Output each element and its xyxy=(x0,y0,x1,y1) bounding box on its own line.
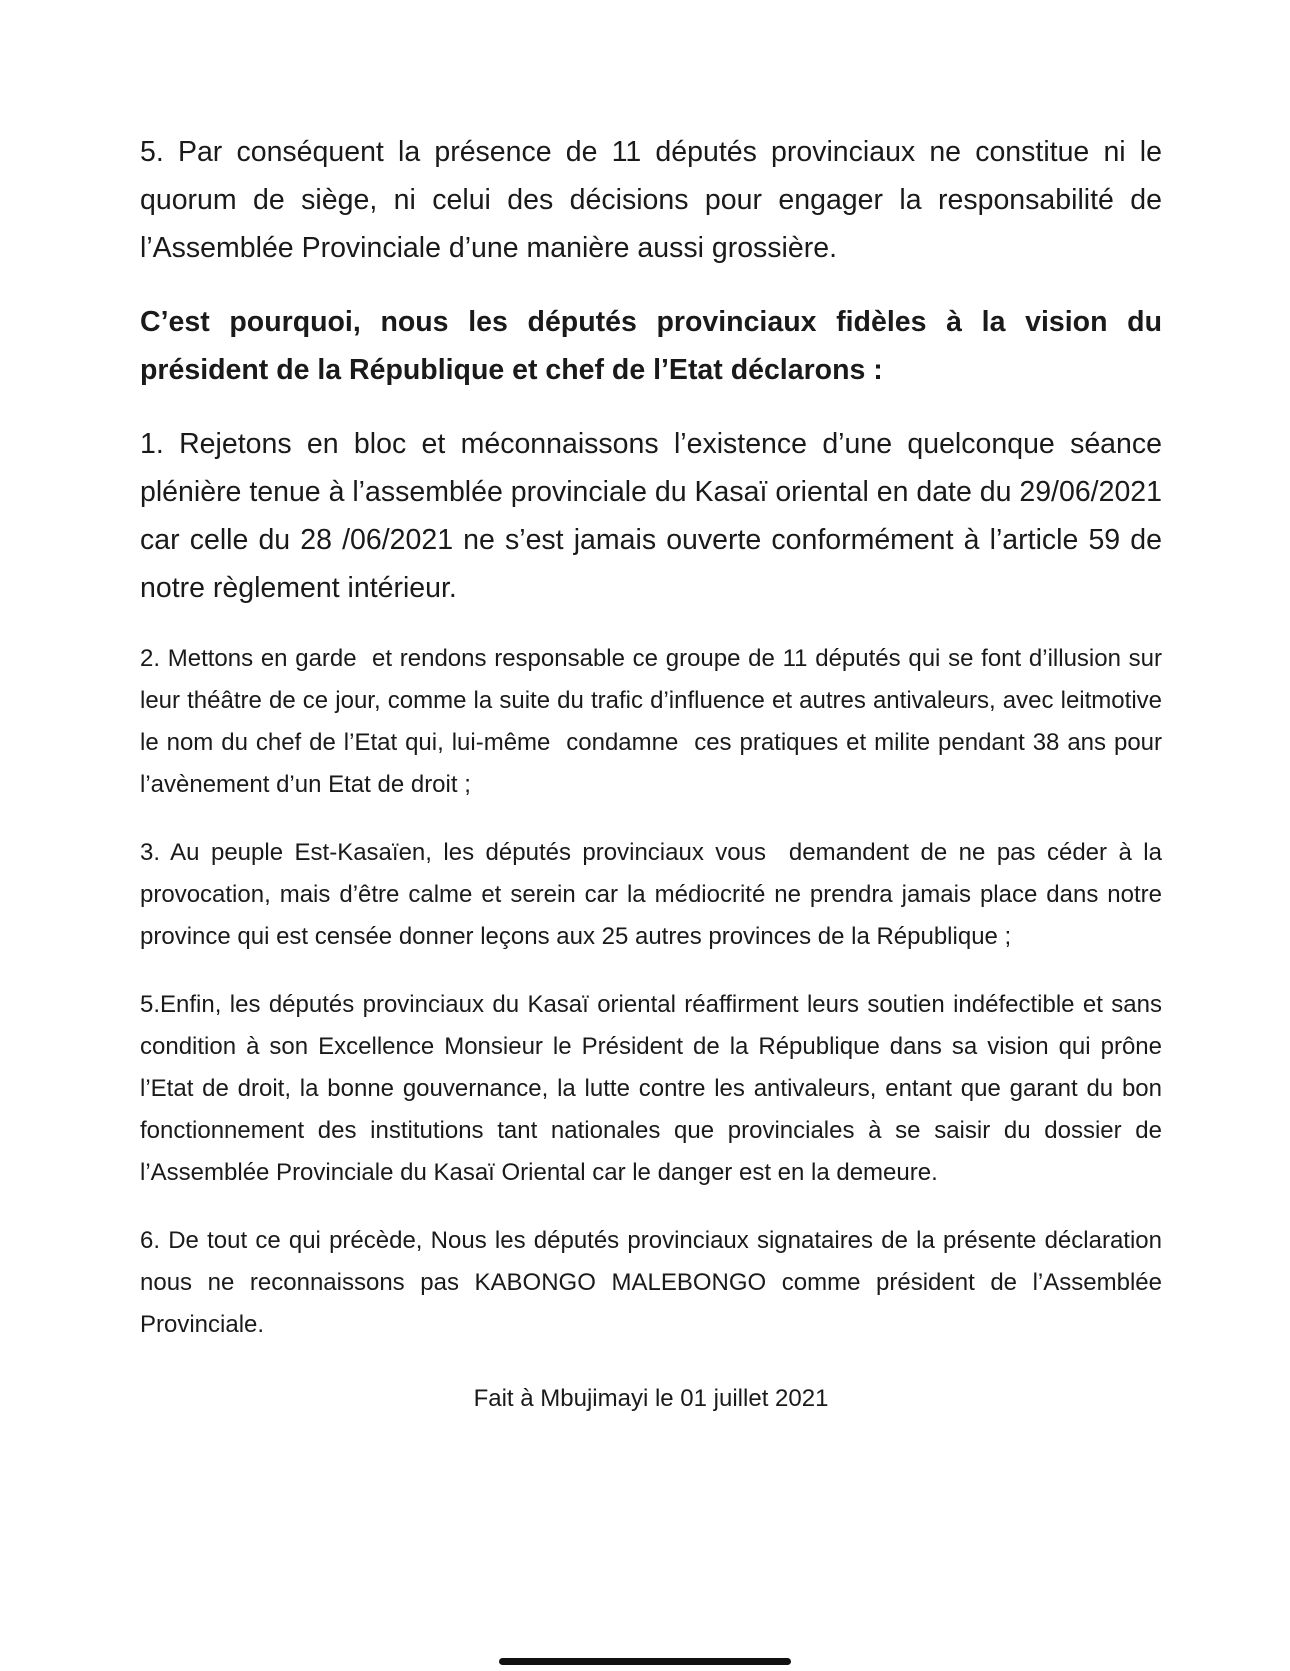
document-paragraph-7: 6. De tout ce qui précède, Nous les députés provinciaux signataires de la présente déclaration nous ne reconnaissons pas KABONGO MALEBONGO comme président de l’Assemblée Provinciale. xyxy=(140,1227,1169,1338)
home-indicator-bar xyxy=(499,1658,791,1665)
dateline: Fait à Mbujimayi le 01 juillet 2021 xyxy=(473,1385,829,1412)
document-paragraph-1: 5. Par conséquent la présence de 11 députés provinciaux ne constitue ni le quorum de siège, ni celui des décisions pour engager la responsabilité de l’Assemblée Provinciale d’une manière aussi grossière. xyxy=(140,136,1170,264)
document-paragraph-4: 2. Mettons en garde et rendons responsable ce groupe de 11 députés qui se font d’illusion sur leur théâtre de ce jour, comme la suite du trafic d’influence et autres antivaleurs, avec leitmotive le nom du chef de l’Etat qui, lui-même condamne ces pratiques et milite pendant 38 ans pour l’avènement d’un Etat de droit ; xyxy=(140,645,1169,798)
document-paragraph-2: C’est pourquoi, nous les députés provinciaux fidèles à la vision du président de la République et chef de l’Etat déclarons : xyxy=(140,306,1170,386)
paragraph-list xyxy=(140,128,1170,1346)
document-paragraph-6: 5.Enfin, les députés provinciaux du Kasaï oriental réaffirment leurs soutien indéfectible et sans condition à son Excellence Monsieur le Président de la République dans sa vision qui prône l’Etat de droit, la bonne gouvernance, la lutte contre les antivaleurs, entant que garant du bon fonctionnement des institutions tant nationales que provinciales à se saisir du dossier de l’Assemblée Provinciale du Kasaï Oriental car le danger est en la demeure. xyxy=(140,991,1169,1186)
document-paragraph-5: 3. Au peuple Est-Kasaïen, les députés provinciaux vous demandent de ne pas céder à la provocation, mais d’être calme et serein car la médiocrité ne prendra jamais place dans notre province qui est censée donner leçons aux 25 autres provinces de la République ; xyxy=(140,839,1169,950)
document-body xyxy=(140,128,1170,1420)
document-paragraph-3: 1. Rejetons en bloc et méconnaissons l’existence d’une quelconque séance plénière tenue à l’assemblée provinciale du Kasaï oriental en date du 29/06/2021 car celle du 28 /06/2021 ne s’est jamais ouverte conformément à l’article 59 de notre règlement intérieur. xyxy=(140,428,1170,604)
